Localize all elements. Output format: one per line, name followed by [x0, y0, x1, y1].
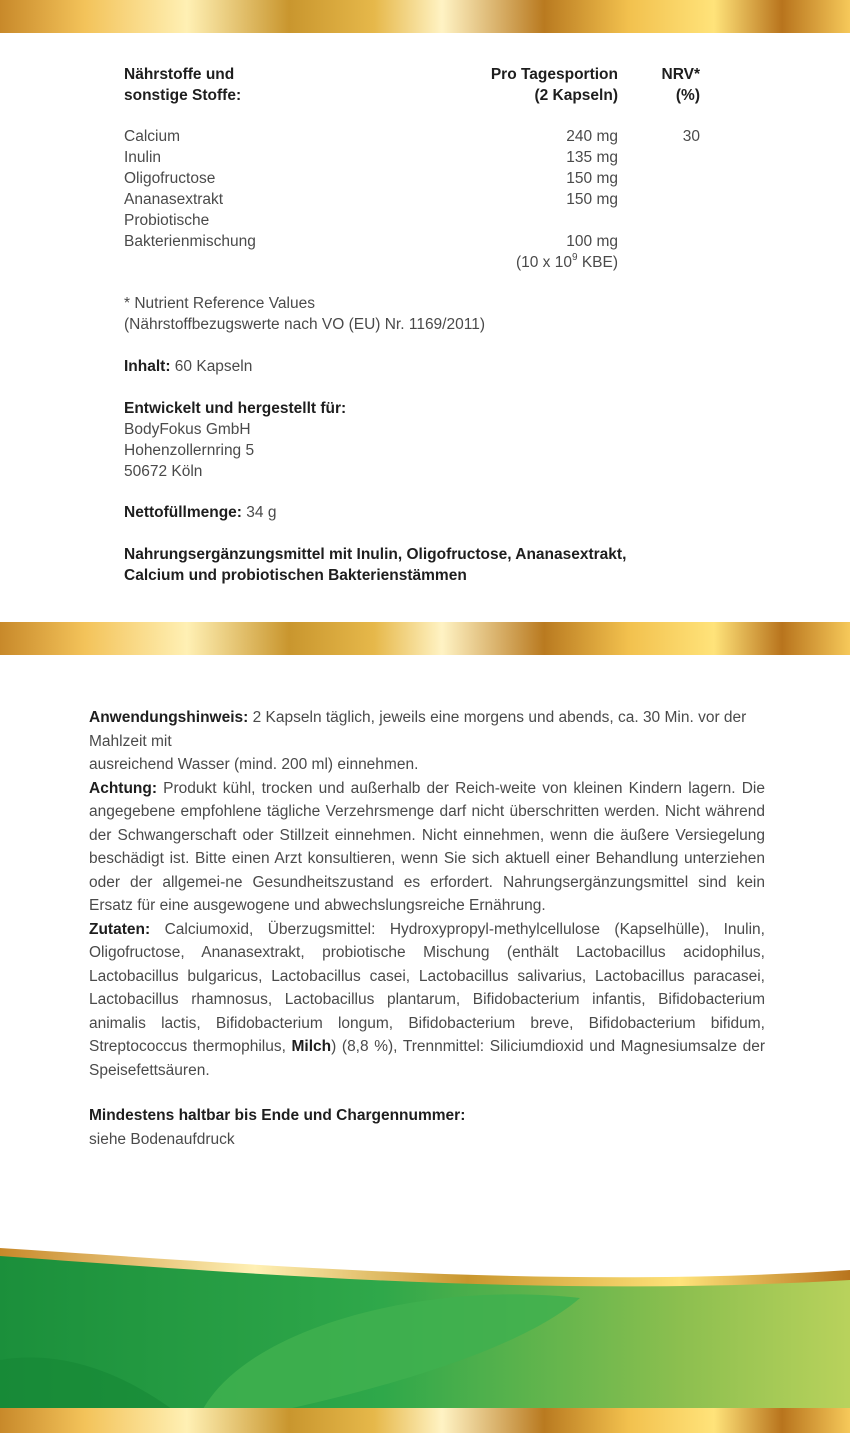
net-weight: Nettofüllmenge: 34 g: [124, 504, 277, 521]
header-amount: Pro Tagesportion (2 Kapseln): [490, 66, 618, 104]
warning-text: Achtung: Produkt kühl, trocken und außerhalb der Reich-weite von kleinen Kindern lagern. Die angegebene empfohlene tägliche Verzehrsmenge darf nicht überschritten werden. Nicht während der Schwangerschaft oder Stillzeit einnehmen. Nicht einnehmen, wenn die äußere Versiegelung beschädigt ist. Bitte einen Arzt konsultieren, wenn Sie sich aktuell einer Behandlung unterziehen oder der allgemei-ne Gesundheitszustand es erfordert. Nahrungsergänzungsmittel sind kein Ersatz für eine ausgewogene und abwechslungsreiche Ernährung.: [89, 779, 765, 914]
top-gold-band: [0, 0, 850, 33]
nutrient-name: Bakterienmischung: [124, 233, 256, 250]
kbe-note: (10 x $10^9$ KBE): [515, 252, 618, 271]
nutrient-amount: 135 mg: [566, 149, 618, 166]
middle-gold-band: [0, 622, 850, 655]
product-description: Nahrungsergänzungsmittel mit Inulin, Oligofructose, Ananasextrakt, Calcium und probiotischen Bakterienstämmen: [124, 546, 627, 584]
nutrient-amount: 150 mg: [566, 170, 618, 187]
nutrient-name: Calcium: [124, 128, 180, 145]
footnote: * Nutrient Reference Values (Nährstoffbezugswerte nach VO (EU) Nr. 1169/2011): [124, 295, 485, 333]
nutrient-table: [124, 64, 704, 273]
table-row: [124, 126, 704, 147]
header-nutrient: Nährstoffe und sonstige Stoffe:: [124, 66, 242, 104]
table-row: [124, 147, 704, 168]
nutrient-amount: 150 mg: [566, 191, 618, 208]
nutrient-name: Inulin: [124, 149, 162, 166]
usage-instructions: Anwendungshinweis: 2 Kapseln täglich, jeweils eine morgens und abends, ca. 30 Min. vor der Mahlzeit mit: [89, 709, 747, 750]
best-before: Mindestens haltbar bis Ende und Chargennummer:: [89, 1107, 466, 1124]
header-nrv: NRV* (%): [661, 66, 700, 104]
nutrient-name: Probiotische: [124, 212, 210, 229]
table-row: [124, 189, 704, 210]
nutrient-name: Ananasextrakt: [124, 191, 224, 208]
table-row: [124, 210, 704, 231]
nutrient-amount: 100 mg: [566, 233, 618, 250]
bottom-gold-band: [0, 1408, 850, 1433]
nutrient-amount: 240 mg: [566, 128, 618, 145]
nutrient-name: Oligofructose: [124, 170, 216, 187]
table-row: [124, 168, 704, 189]
table-row: [124, 231, 704, 252]
usage-section: Anwendungshinweis: 2 Kapseln täglich, jeweils eine morgens und abends, ca. 30 Min. vor der Mahlzeit mit ausreichend Wasser (mind. 200 ml) einnehmen. Achtung: Produkt kühl, trocken und außerhalb der Reich-weite von kleinen Kindern lagern. Die angegebene empfohlene tägliche Verzehrsmenge darf nicht überschritten werden. Nicht während der Schwangerschaft oder Stillzeit einnehmen. Nicht einnehmen, wenn die äußere Versiegelung beschädigt ist. Bitte einen Arzt konsultieren, wenn Sie sich aktuell einer Behandlung unterziehen oder der allgemei-ne Gesundheitszustand es erfordert. Nahrungsergänzungsmittel sind kein Ersatz für eine ausgewogene und abwechslungsreiche Ernährung. Zutaten: Calciumoxid, Überzugsmittel: Hydroxypropyl-methylcellulose (Kapselhülle), Inulin, Oligofructose, Ananasextrakt, probiotische Mischung (enthält Lactobacillus acidophilus, Lactobacillus bulgaricus, Lactobacillus casei, Lactobacillus salivarius, Lactobacillus paracasei, Lactobacillus rhamnosus, Lactobacillus plantarum, Bifidobacterium infantis, Bifidobacterium animalis lactis, Bifidobacterium longum, Bifidobacterium breve, Bifidobacterium bifidum, Streptococcus thermophilus, Milch) (8,8 %), Trennmittel: Siliciumdioxid und Magnesiumsalze der Speisefettsäuren. Mindestens haltbar bis Ende und Chargennummer: siehe Bodenaufdruck: [89, 706, 765, 1151]
manufacturer: Entwickelt und hergestellt für: BodyFokus GmbH Hohenzollernring 5 50672 Köln: [124, 400, 347, 480]
green-leaf-graphic: [0, 1240, 850, 1415]
nutrient-nrv: 30: [682, 128, 700, 145]
ingredients-text: Zutaten: Calciumoxid, Überzugsmittel: Hydroxypropyl-methylcellulose (Kapselhülle), Inulin, Oligofructose, Ananasextrakt, probiotische Mischung (enthält Lactobacillus acidophilus, Lactobacillus bulgaricus, Lactobacillus casei, Lactobacillus salivarius, Lactobacillus paracasei, Lactobacillus rhamnosus, Lactobacillus plantarum, Bifidobacterium infantis, Bifidobacterium animalis lactis, Bifidobacterium longum, Bifidobacterium breve, Bifidobacterium bifidum, Streptococcus thermophilus, Milch) (8,8 %), Trennmittel: Siliciumdioxid und Magnesiumsalze der Speisefettsäuren.: [89, 920, 765, 1079]
nutrient-table-header: [124, 64, 704, 108]
content-amount: Inhalt: 60 Kapseln: [124, 358, 253, 375]
allergen-milk: Milch: [291, 1038, 332, 1055]
